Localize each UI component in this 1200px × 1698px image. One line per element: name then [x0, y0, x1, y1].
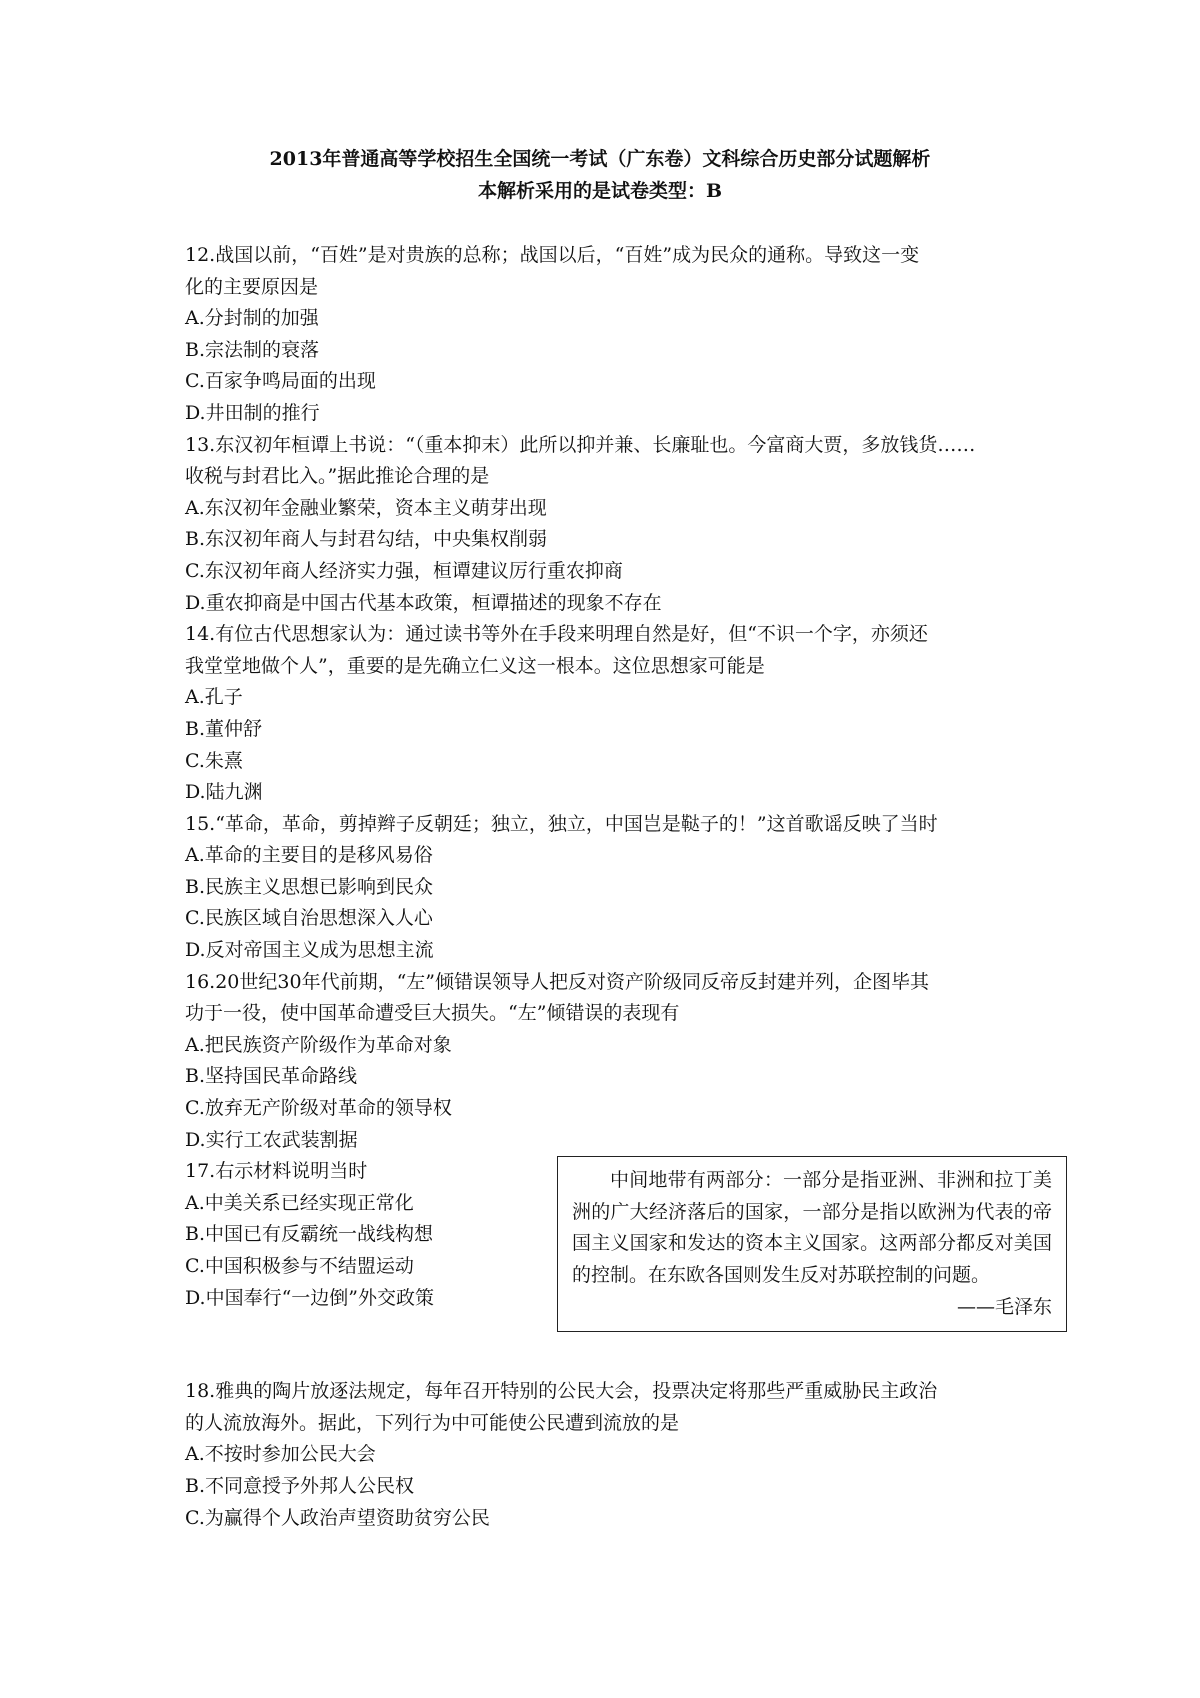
question-stem: 我堂堂地做个人”，重要的是先确立仁义这一根本。这位思想家可能是: [185, 654, 765, 677]
option-c: C.为赢得个人政治声望资助贫穷公民: [185, 1506, 490, 1529]
question-15: [185, 809, 1025, 967]
option-a: A.孔子: [185, 686, 243, 709]
document-title: 2013年普通高等学校招生全国统一考试（广东卷）文科综合历史部分试题解析: [269, 148, 931, 170]
question-stem: 18.雅典的陶片放逐法规定，每年召开特别的公民大会，投票决定将那些严重威胁民主政治: [185, 1380, 938, 1403]
question-list: [185, 240, 1052, 1534]
option-a: A.中美关系已经实现正常化: [185, 1191, 414, 1214]
question-17-text: [185, 1156, 545, 1314]
option-c: C.东汉初年商人经济实力强，桓谭建议厉行重农抑商: [185, 559, 623, 582]
option-d: D.反对帝国主义成为思想主流: [185, 939, 434, 962]
question-stem: 13.东汉初年桓谭上书说：“（重本抑末）此所以抑并兼、长廉耻也。今富商大贾，多放钱货……: [185, 433, 976, 456]
question-stem: 化的主要原因是: [185, 275, 319, 298]
option-d: D.实行工农武装割据: [185, 1128, 358, 1151]
option-d: D.重农抑商是中国古代基本政策，桓谭描述的现象不存在: [185, 591, 662, 614]
document-header: [0, 143, 1200, 207]
question-stem: 14.有位古代思想家认为：通过读书等外在手段来明理自然是好，但“不识一个字，亦须还: [185, 623, 928, 646]
material-quote-box: [557, 1156, 1067, 1332]
question-stem: 15.“革命，革命，剪掉辫子反朝廷；独立，独立，中国岂是鞑子的！”这首歌谣反映了当时: [185, 812, 938, 835]
quote-text: 中间地带有两部分：一部分是指亚洲、非洲和拉丁美洲的广大经济落后的国家，一部分是指以欧洲为代表的帝国主义国家和发达的资本主义国家。这两部分都反对美国的控制。在东欧各国则发生反对苏联控制的问题。: [572, 1169, 1052, 1286]
question-stem: 17.右示材料说明当时: [185, 1160, 368, 1183]
option-a: A.革命的主要目的是移风易俗: [185, 844, 433, 867]
option-b: B.东汉初年商人与封君勾结，中央集权削弱: [185, 528, 548, 551]
option-b: B.董仲舒: [185, 717, 263, 740]
question-stem: 的人流放海外。据此，下列行为中可能使公民遭到流放的是: [185, 1411, 680, 1434]
option-a: A.东汉初年金融业繁荣，资本主义萌芽出现: [185, 496, 547, 519]
question-18: [185, 1376, 1025, 1534]
question-stem: 功于一役，使中国革命遭受巨大损失。“左”倾错误的表现有: [185, 1002, 680, 1025]
question-13: [185, 430, 1025, 620]
option-b: B.宗法制的衰落: [185, 338, 320, 361]
quote-author: ——毛泽东: [956, 1295, 1052, 1318]
option-d: D.中国奉行“一边倒”外交政策: [185, 1286, 435, 1309]
question-stem: 12.战国以前，“百姓”是对贵族的总称；战国以后，“百姓”成为民众的通称。导致这一变: [185, 244, 920, 266]
question-16: [185, 967, 1025, 1157]
document-subtitle: 本解析采用的是试卷类型：B: [477, 180, 723, 202]
option-a: A.不按时参加公民大会: [185, 1443, 376, 1466]
option-b: B.坚持国民革命路线: [185, 1065, 358, 1088]
option-a: A.分封制的加强: [185, 307, 319, 330]
option-c: C.百家争鸣局面的出现: [185, 370, 376, 393]
option-b: B.中国已有反霸统一战线构想: [185, 1223, 434, 1246]
question-stem: 16.20世纪30年代前期，“左”倾错误领导人把反对资产阶级同反帝反封建并列，企图毕其: [185, 970, 929, 993]
option-b: B.民族主义思想已影响到民众: [185, 875, 434, 898]
option-d: D.陆九渊: [185, 781, 263, 804]
question-14: [185, 619, 1025, 809]
question-17: [185, 1156, 1052, 1376]
question-12: [185, 240, 1025, 430]
question-stem: 收税与封君比入。”据此推论合理的是: [185, 465, 490, 488]
option-b: B.不同意授予外邦人公民权: [185, 1475, 415, 1497]
option-d: D.井田制的推行: [185, 401, 320, 424]
option-c: C.放弃无产阶级对革命的领导权: [185, 1097, 452, 1120]
option-c: C.朱熹: [185, 749, 243, 772]
option-a: A.把民族资产阶级作为革命对象: [185, 1033, 452, 1056]
option-c: C.民族区域自治思想深入人心: [185, 907, 433, 930]
option-c: C.中国积极参与不结盟运动: [185, 1255, 414, 1277]
